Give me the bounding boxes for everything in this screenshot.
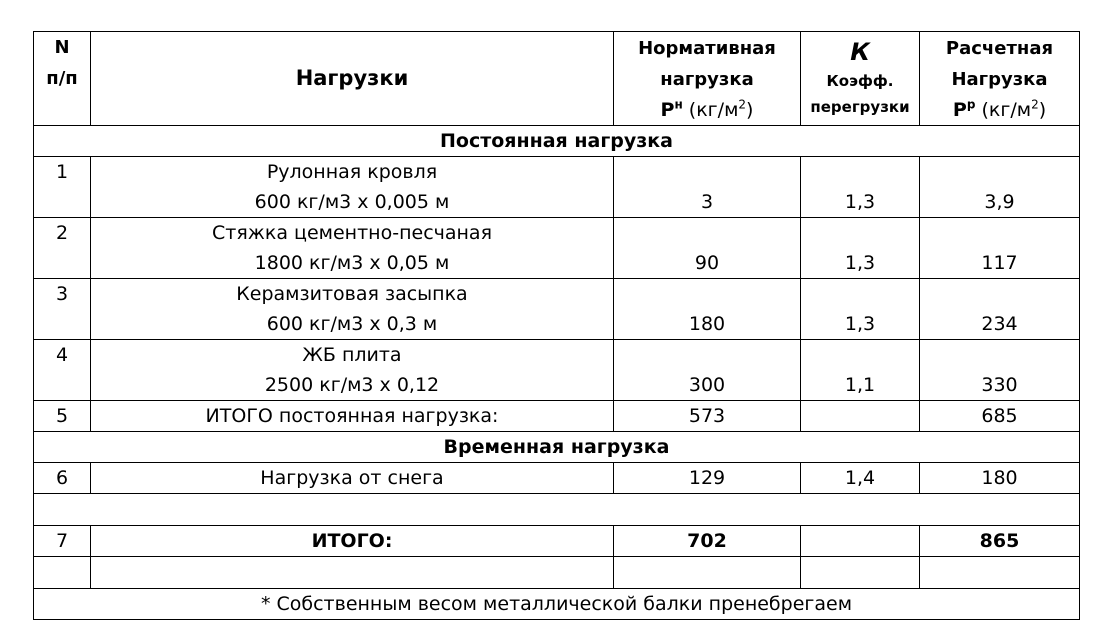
total-row	[34, 526, 1080, 557]
row-number: 6	[34, 463, 91, 494]
subtotal-row	[34, 401, 1080, 432]
row-name: Стяжка цементно-песчаная 1800 кг/м3 х 0,05 м	[91, 218, 614, 279]
section-permanent-row	[34, 126, 1080, 157]
empty-row	[34, 494, 1080, 526]
empty-cell	[801, 557, 920, 589]
row-normative: 3	[614, 157, 801, 218]
empty-cell	[34, 494, 1080, 526]
row-coefficient	[801, 401, 920, 432]
footnote: * Собственным весом металлической балки пренебрегаем	[34, 589, 1080, 620]
header-loads: Нагрузки	[91, 32, 614, 126]
row-calculated: 865	[920, 526, 1080, 557]
table-row	[34, 340, 1080, 401]
section-permanent-title: Постоянная нагрузка	[34, 126, 1080, 157]
row-calculated: 330	[920, 340, 1080, 401]
section-temporary-row	[34, 432, 1080, 463]
row-normative: 90	[614, 218, 801, 279]
row-name: ИТОГО постоянная нагрузка:	[91, 401, 614, 432]
row-number: 3	[34, 279, 91, 340]
row-calculated: 685	[920, 401, 1080, 432]
loads-table	[33, 31, 1080, 620]
row-coefficient: 1,1	[801, 340, 920, 401]
row-normative: 180	[614, 279, 801, 340]
row-normative: 573	[614, 401, 801, 432]
header-number: N п/п	[34, 32, 91, 126]
empty-cell	[91, 557, 614, 589]
table-row	[34, 218, 1080, 279]
header-row	[34, 32, 1080, 126]
row-coefficient: 1,4	[801, 463, 920, 494]
empty-cell	[920, 557, 1080, 589]
empty-row	[34, 557, 1080, 589]
row-name: Рулонная кровля 600 кг/м3 х 0,005 м	[91, 157, 614, 218]
row-name: ИТОГО:	[91, 526, 614, 557]
row-coefficient: 1,3	[801, 218, 920, 279]
row-coefficient	[801, 526, 920, 557]
row-coefficient: 1,3	[801, 279, 920, 340]
row-number: 7	[34, 526, 91, 557]
header-calculated: Расчетная Нагрузка $Р^р$ $(кг/м^2)$	[920, 32, 1080, 126]
row-normative: 702	[614, 526, 801, 557]
table-row	[34, 157, 1080, 218]
row-calculated: 180	[920, 463, 1080, 494]
section-temporary-title: Временная нагрузка	[34, 432, 1080, 463]
row-name: Нагрузка от снега	[91, 463, 614, 494]
row-number: 4	[34, 340, 91, 401]
empty-cell	[614, 557, 801, 589]
row-name: Керамзитовая засыпка 600 кг/м3 х 0,3 м	[91, 279, 614, 340]
row-number: 1	[34, 157, 91, 218]
table-row	[34, 463, 1080, 494]
row-number: 2	[34, 218, 91, 279]
row-number: 5	[34, 401, 91, 432]
table-row	[34, 279, 1080, 340]
row-calculated: 3,9	[920, 157, 1080, 218]
row-calculated: 234	[920, 279, 1080, 340]
header-coefficient: К Коэфф. перегрузки	[801, 32, 920, 126]
row-name: ЖБ плита 2500 кг/м3 х 0,12	[91, 340, 614, 401]
footnote-row	[34, 589, 1080, 620]
header-normative: Нормативная нагрузка $Р^н$ $(кг/м^2)$	[614, 32, 801, 126]
row-normative: 300	[614, 340, 801, 401]
row-coefficient: 1,3	[801, 157, 920, 218]
row-calculated: 117	[920, 218, 1080, 279]
empty-cell	[34, 557, 91, 589]
row-normative: 129	[614, 463, 801, 494]
